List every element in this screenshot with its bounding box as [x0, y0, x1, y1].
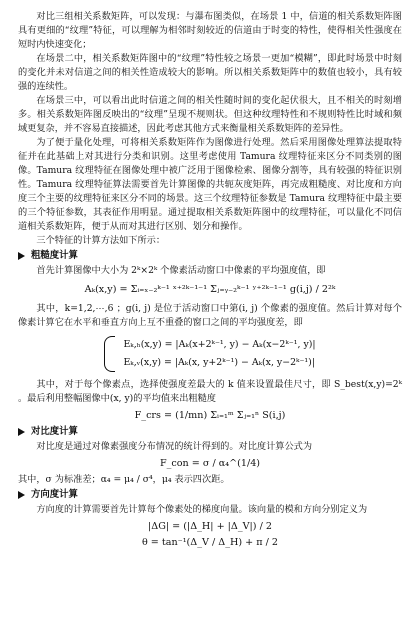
heading-direction	[18, 488, 402, 502]
bullet-arrow-icon	[18, 491, 25, 499]
equation-fcrs: F_crs = (1/mn) Σᵢ₌₁ᵐ Σⱼ₌₁ⁿ S(i,j)	[134, 410, 286, 421]
heading-text: 粗糙度计算	[31, 250, 78, 261]
equation-ekh: Eₖ,ₕ(x,y) = |Aₖ(x+2ᵏ⁻¹, y) − Aₖ(x−2ᵏ⁻¹, y)|	[123, 339, 316, 350]
contrast-text-1: 对比度是通过对像素强度分布情况的统计得到的。对比度计算公式为	[36, 441, 313, 452]
paragraph-scene2: 在场景二中，相关系数矩阵图中的“纹理”特性较之场景一更加“模糊”，即此时场景中时刻的变化并未对信道之间的相关性造成较大的影响。所以相关系数矩阵中的数值也较小，具有较强的连续性。	[18, 53, 402, 92]
equation-gradient-direction: θ = tan⁻¹(Δ_V / Δ_H) + π / 2	[141, 537, 279, 548]
left-brace	[104, 336, 115, 372]
direction-text-1: 方向度的计算需要首先计算每个像素处的梯度向量。该向量的模和方向分别定义为	[36, 504, 368, 515]
contrast-text-2: 其中，σ 为标准差；α₄ = μ₄ / σ⁴，μ₄ 表示四次距。	[18, 474, 230, 485]
bullet-arrow-icon	[18, 252, 25, 260]
paragraph-scene1: 对比三组相关系数矩阵，可以发现：与瀑布图类似，在场景 1 中，信道的相关系数矩阵图具有更细的“纹理”特征，可以理解为相邻时刻较近的信道由于时变的特性，使得相关性强度在短时内快速变化；	[18, 11, 402, 50]
equation-ekv: Eₖ,ᵥ(x,y) = |Aₖ(x, y+2ᵏ⁻¹) − Aₖ(x, y−2ᵏ⁻¹)|	[123, 357, 315, 368]
equation-ak: Aₖ(x,y) = Σᵢ₌ₓ₋₂ᵏ⁻¹ ˣ⁺²ᵏ⁻¹⁻¹ Σⱼ₌ᵧ₋₂ᵏ⁻¹ ʸ⁺²ᵏ⁻¹⁻¹ g(i,j) / 2²ᵏ	[84, 284, 336, 295]
equation-system-e	[18, 336, 402, 372]
paragraph-methods-intro: 三个特征的计算方法如下所示：	[36, 235, 166, 246]
heading-coarseness	[18, 249, 402, 263]
coarseness-text-2: 其中，k=1,2,⋯,6 ；g(i, j) 是位于活动窗口中第(i, j) 个像素的强度值。然后计算对每个像素计算它在水平和垂直方向上互不重叠的窗口之间的平均强度差，即	[18, 303, 402, 328]
paragraph-scene3: 在场景三中，可以看出此时信道之间的相关性随时间的变化起伏很大，且不相关的时刻增多。相关系数矩阵图反映出的“纹理”呈现不规则状。但这种纹理特性和不规则特性比时域和频域更复杂，并不容易直接描述，因此考虑其他方式来衡量相关系数矩阵的差异性。	[18, 95, 402, 134]
heading-contrast	[18, 425, 402, 439]
equation-fcon: F_con = σ / α₄^(1/4)	[159, 458, 261, 469]
coarseness-text-1: 首先计算图像中大小为 2ᵏ×2ᵏ 个像素活动窗口中像素的平均强度值，即	[36, 265, 326, 276]
coarseness-text-3: 其中，对于每个像素点，选择使强度差最大的 k 值来设置最佳尺寸，即 S_best(x,y)=2ᵏ 。最后利用整幅图像中(x, y)的平均值来出粗糙度	[18, 379, 402, 404]
bullet-arrow-icon	[18, 428, 25, 436]
equation-gradient-magnitude: |ΔG| = (|Δ_H| + |Δ_V|) / 2	[148, 521, 272, 532]
paragraph-tamura: 为了便于量化处理，可将相关系数矩阵作为图像进行处理。然后采用图像处理算法提取特征并在此基础上对其进行分类和识别。这里考虑使用 Tamura 纹理特征来区分不同类别的图像。Tamura 纹理特征在图像处理中被广泛用于图像检索、图像分割等，具有较强的特征识别性。Tamura 纹理特征算法需要首先计算图像的共轭灰度矩阵，再完成粗糙度、对比度和方向度三个主要的纹理特征来区分不同的场景。这三个纹理特征参数是 Tamura 纹理特征中最主要的三个特征参数，其表征作用明显。通过提取相关系数矩阵图中的纹理特征，可以量化不同信道相关系数矩阵，便于从而对其进行区别、划分和操作。	[18, 137, 402, 232]
heading-text: 方向度计算	[31, 489, 78, 500]
heading-text: 对比度计算	[31, 426, 78, 437]
